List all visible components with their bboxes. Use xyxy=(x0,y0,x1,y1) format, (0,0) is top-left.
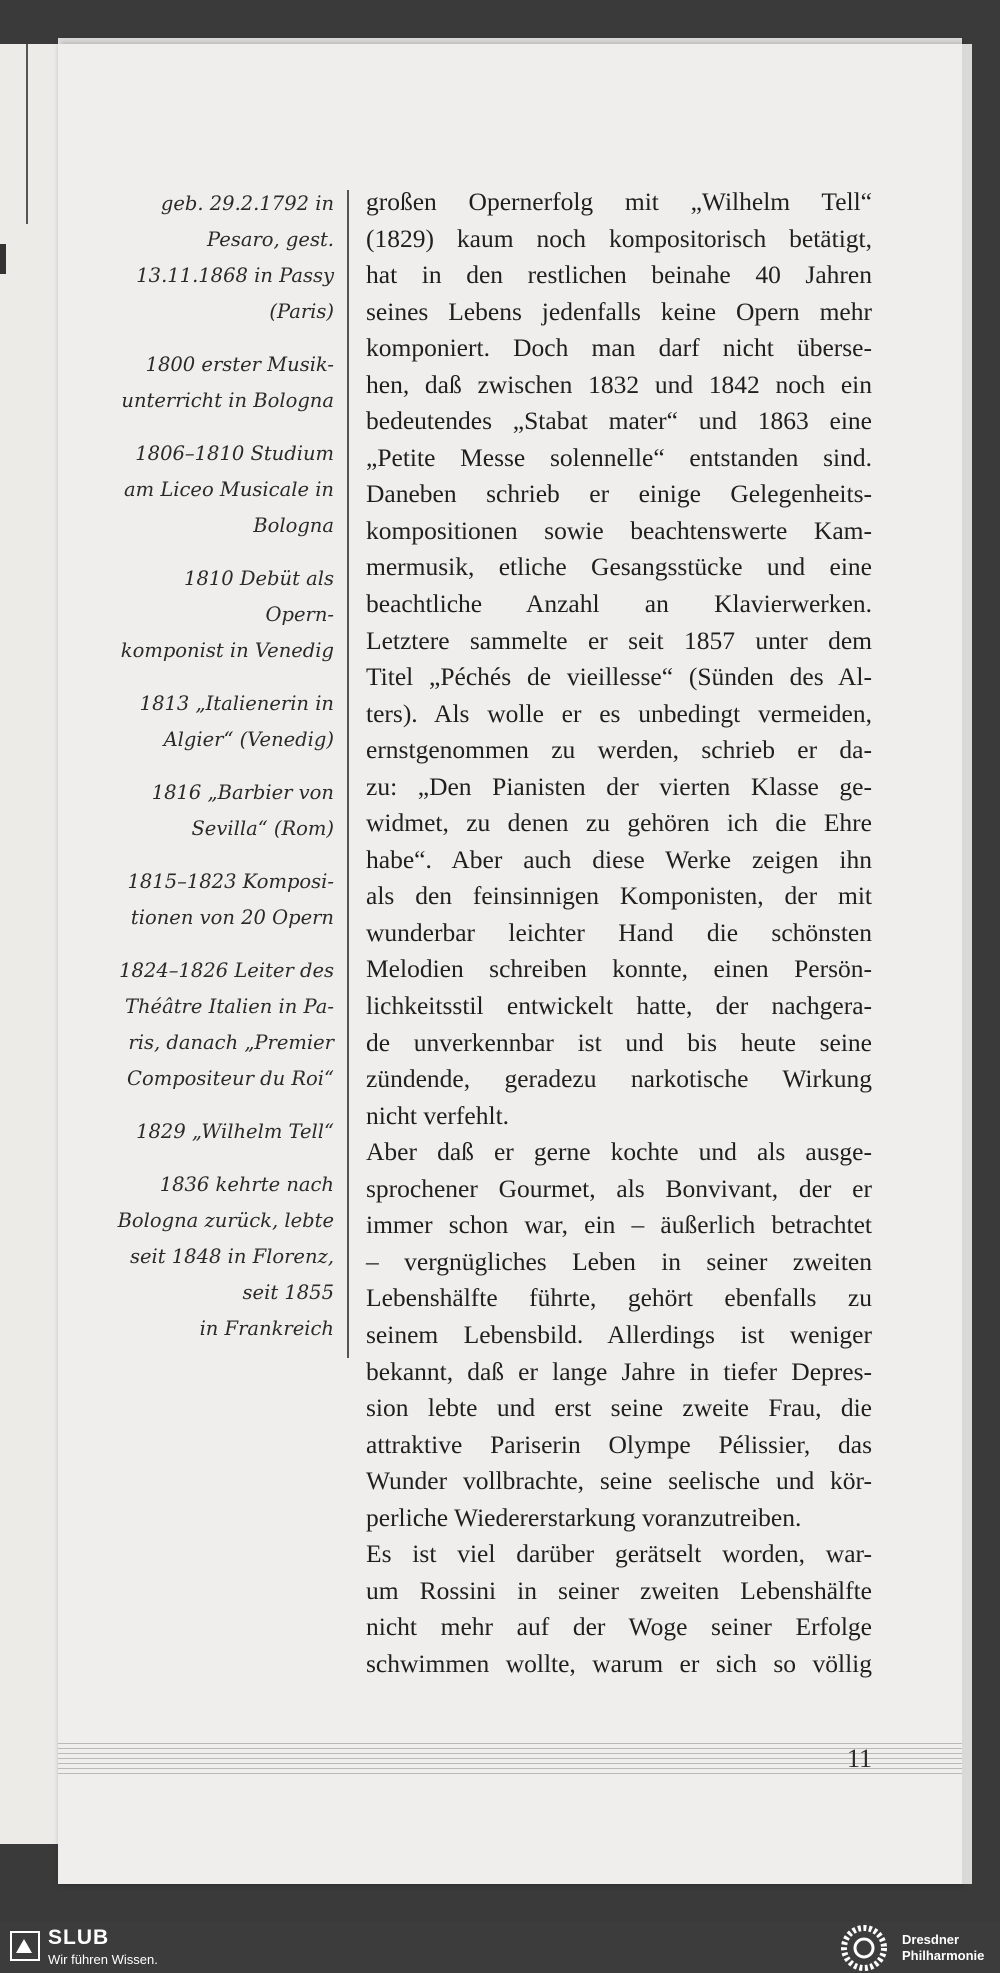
body-text-line: widmet, zu denen zu gehören ich die Ehre xyxy=(366,808,872,838)
timeline-entry: 1829 „Wilhelm Tell“ xyxy=(136,1120,334,1143)
slub-tagline: Wir führen Wissen. xyxy=(48,1952,158,1967)
body-text-line: wunderbar leichter Hand die schönsten xyxy=(366,917,872,947)
page-gutter-line xyxy=(26,44,28,224)
body-text-line: bekannt, daß er lange Jahre in tiefer Depres- xyxy=(366,1356,872,1386)
body-text-line: lichkeitsstil entwickelt hatte, der nachgera- xyxy=(366,991,872,1021)
body-text-line: komponiert. Doch man darf nicht überse- xyxy=(366,333,872,363)
column-divider xyxy=(347,190,349,1358)
footer-bar xyxy=(0,1922,1000,1973)
page-number: 11 xyxy=(846,1744,872,1773)
timeline-entry: 1806–1810 Studium am Liceo Musicale in Bologna xyxy=(124,442,334,537)
previous-page-edge xyxy=(0,44,63,1844)
body-text-line: immer schon war, ein – äußerlich betrachtet xyxy=(366,1210,872,1240)
dresdner-philharmonie-logo-icon xyxy=(840,1924,888,1972)
body-text-line: als den feinsinnigen Komponisten, der mit xyxy=(366,881,872,911)
body-text-line: Melodien schreiben konnte, einen Persön- xyxy=(366,954,872,984)
body-text-line: kompositionen sowie beachtenswerte Kam- xyxy=(366,515,872,545)
body-text-line: seinem Lebensbild. Allerdings ist weniger xyxy=(366,1319,872,1349)
body-text-line: Letztere sammelte er seit 1857 unter dem xyxy=(366,625,872,655)
body-text-line: nicht mehr auf der Woge seiner Erfolge xyxy=(366,1612,872,1642)
body-text-line: Es ist viel darüber gerätselt worden, war- xyxy=(366,1539,872,1569)
timeline-entry: 1813 „Italienerin in Algier“ (Venedig) xyxy=(139,692,334,751)
body-text-line: Wunder vollbrachte, seine seelische und kör- xyxy=(366,1466,872,1496)
timeline-entry: 1816 „Barbier von Sevilla“ (Rom) xyxy=(151,781,334,840)
body-text-line: (1829) kaum noch kompositorisch betätigt, xyxy=(366,223,872,253)
timeline-entry: 1810 Debüt als Opern- komponist in Venedig xyxy=(120,567,334,662)
body-text-line: zündende, geradezu narkotische Wirkung xyxy=(366,1064,872,1094)
timeline-entry: 1824–1826 Leiter des Théâtre Italien in Pa- ris, danach „Premier Compositeur du Roi“ xyxy=(119,959,334,1090)
body-text-line: ters). Als wolle er es unbedingt vermeiden, xyxy=(366,698,872,728)
body-text-line: schwimmen wollte, warum er sich so völlig xyxy=(366,1648,872,1678)
body-text-line: Lebenshälfte führte, gehört ebenfalls zu xyxy=(366,1283,872,1313)
body-text-line: seines Lebens jedenfalls keine Opern mehr xyxy=(366,296,872,326)
body-text-line: perliche Wiedererstarkung voranzutreiben. xyxy=(366,1502,802,1532)
article-body-text xyxy=(366,184,872,1682)
slub-name: SLUB xyxy=(48,1926,110,1949)
body-text-line: „Petite Messe solennelle“ entstanden sind. xyxy=(366,442,872,472)
body-text-line: habe“. Aber auch diese Werke zeigen ihn xyxy=(366,844,872,874)
timeline-margin-column xyxy=(112,186,334,1364)
body-text-line: Aber daß er gerne kochte und als ausge- xyxy=(366,1137,872,1167)
partner-name-line2: Philharmonie xyxy=(902,1948,985,1963)
page-right-edge xyxy=(962,44,972,1884)
timeline-entry: geb. 29.2.1792 in Pesaro, gest. 13.11.1868 in Passy (Paris) xyxy=(136,192,334,323)
body-text-line: de unverkennbar ist und bis heute seine xyxy=(366,1027,872,1057)
timeline-entry: 1800 erster Musik- unterricht in Bologna xyxy=(121,353,334,412)
body-text-line: Titel „Péchés de vieillesse“ (Sünden des Al- xyxy=(366,662,872,692)
body-text-line: sprochener Gourmet, als Bonvivant, der er xyxy=(366,1173,872,1203)
partner-name-line1: Dresdner xyxy=(902,1932,960,1947)
timeline-entry: 1815–1823 Komposi- tionen von 20 Opern xyxy=(127,870,334,929)
page-edge-mark xyxy=(0,244,6,274)
body-text-line: hen, daß zwischen 1832 und 1842 noch ein xyxy=(366,369,872,399)
body-text-line: bedeutendes „Stabat mater“ und 1863 eine xyxy=(366,406,872,436)
slub-logo-icon xyxy=(10,1931,40,1961)
body-text-line: um Rossini in seiner zweiten Lebenshälfte xyxy=(366,1575,872,1605)
body-text-line: mermusik, etliche Gesangsstücke und eine xyxy=(366,552,872,582)
body-text-line: Daneben schrieb er einige Gelegenheits- xyxy=(366,479,872,509)
body-text-line: attraktive Pariserin Olympe Pélissier, das xyxy=(366,1429,872,1459)
timeline-entry: 1836 kehrte nach Bologna zurück, lebte seit 1848 in Florenz, seit 1855 in Frankreich xyxy=(117,1173,334,1340)
body-text-line: hat in den restlichen beinahe 40 Jahren xyxy=(366,260,872,290)
body-text-line: ernstgenommen zu werden, schrieb er da- xyxy=(366,735,872,765)
body-text-line: nicht verfehlt. xyxy=(366,1100,510,1130)
body-text-line: großen Opernerfolg mit „Wilhelm Tell“ xyxy=(366,187,872,216)
body-text-line: zu: „Den Pianisten der vierten Klasse ge- xyxy=(366,771,872,801)
body-text-line: beachtliche Anzahl an Klavierwerken. xyxy=(366,589,872,619)
body-text-line: – vergnügliches Leben in seiner zweiten xyxy=(366,1246,872,1276)
body-text-line: sion lebte und erst seine zweite Frau, die xyxy=(366,1393,872,1423)
